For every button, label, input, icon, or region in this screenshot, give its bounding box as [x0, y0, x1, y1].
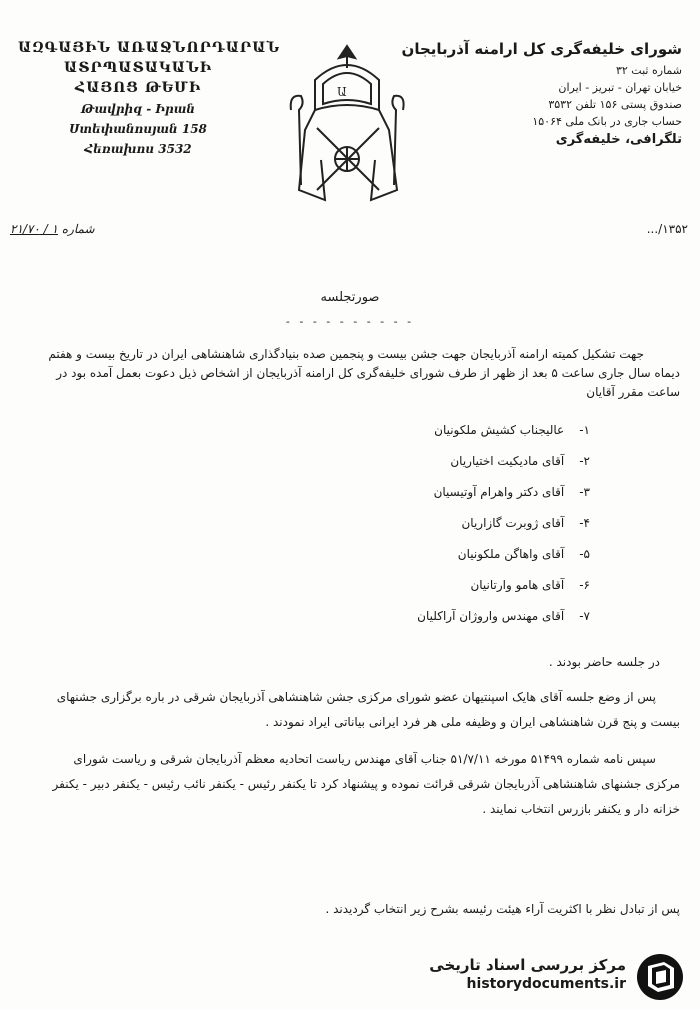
list-item: ۴- آقای ژوبرت گازاریان [461, 516, 590, 530]
church-emblem-icon [285, 40, 410, 205]
body-intro [40, 345, 680, 402]
attendee-name: آقای واهاگن ملکونیان [457, 547, 565, 561]
watermark-persian: مرکز بررسی اسناد تاریخی [429, 956, 626, 974]
reference-number [10, 222, 95, 236]
persian-header-pobox: صندوق پستی ۱۵۶ تلفن ۳۵۳۲ [548, 98, 682, 111]
letter-paragraph: سپس نامه شماره ۵۱۴۹۹ مورخه ۵۱/۷/۱۱ جناب آقای مهندس ریاست اتحادیه معظم آذربایجان شرقی و ریاست شورای مرکزی جشنهای شاهنشاهی آذربایجان شرقی قرائت نموده و پیشنهاد کرد تا یکنفر رئیس - یکنفر نائب رئیس - یکنفر دبیر - یکنفر خزانه دار و یکنفر بازرس انتخاب نمایند . [52, 752, 680, 816]
body-main [40, 685, 680, 834]
list-item: ۱- عالیجناب کشیش ملکونیان [434, 423, 590, 437]
speech-paragraph: پس از وضع جلسه آقای هایک اسپنتیهان عضو شورای مرکزی جشن شاهنشاهی آذربایجان شرقی در باره برگزاری جشنهای بیست و پنج قرن شاهنشاهی ایران و وظیفه ملی هر فرد ایرانی بیاناتی ایراد نمودند . [56, 690, 680, 729]
attendee-name: عالیجناب کشیش ملکونیان [434, 423, 565, 437]
watermark [396, 952, 686, 1002]
armenian-header-line2: ԱՏՐՊԱՏԱԿԱՆԻ [64, 60, 212, 76]
election-paragraph: پس از تبادل نظر با اکثریت آراء هیئت رئیسه بشرح زیر انتخاب گردیدند . [325, 902, 680, 916]
list-item: ۳- آقای دکتر واهرام آوتیسیان [433, 485, 590, 499]
attendee-name: آقای ژوبرت گازاریان [461, 516, 565, 530]
persian-header-bank: حساب جاری در بانک ملی ۱۵۰۶۴ [532, 115, 682, 128]
subject-heading [0, 290, 700, 328]
date-text: ۱۳۵۲/... [646, 222, 688, 236]
list-item: ۷- آقای مهندس واروژان آراکلیان [417, 609, 590, 623]
archive-logo-icon [634, 952, 686, 1002]
attendee-name: آقای دکتر واهرام آوتیسیان [433, 485, 565, 499]
armenian-letterhead [18, 40, 281, 156]
armenian-header-line1: ԱԶԳԱՅԻՆ ԱՌԱՋՆՈՐԴԱՐԱՆ [18, 40, 281, 56]
attendee-name: آقای مهندس واروژان آراکلیان [417, 609, 565, 623]
list-item: ۵- آقای واهاگن ملکونیان [457, 547, 590, 561]
present-line: در جلسه حاضر بودند . [548, 655, 660, 669]
reference-value: ۱ / ۲۱/۷۰ [10, 222, 58, 236]
persian-letterhead [401, 40, 682, 147]
armenian-header-phone: Հեռախոս 3532 [84, 142, 192, 156]
subject-title: صورتجلسه [320, 290, 380, 305]
subject-underline: - - - - - - - - - - [285, 315, 415, 328]
document-date [647, 222, 688, 236]
reference-label: شماره [61, 222, 95, 236]
armenian-header-line3: ՀԱՅՈՑ ԹԵՄԻ [74, 80, 202, 96]
persian-header-title: شورای خلیفه‌گری کل ارامنه آذربایجان [401, 40, 682, 58]
svg-text:Ա: Ա [337, 85, 347, 99]
watermark-url: historydocuments.ir [466, 976, 626, 992]
intro-paragraph: جهت تشکیل کمیته ارامنه آذربایجان جهت جشن بیست و پنجمین صده بنیادگذاری شاهنشاهی ایران در تاریخ بیست و هفتم دیماه سال جاری ساعت ۵ بعد از ظهر از طرف شورای خلیفه‌گری کل ارامنه آذربایجان از اشخاص ذیل دعوت بعمل آمده بود در ساعت مقرر آقایان [48, 347, 680, 399]
persian-header-registration: شماره ثبت ۳۲ [615, 64, 682, 77]
attendee-name: آقای مادیکیت اختیاریان [450, 454, 565, 468]
armenian-header-city: Թավրիզ - Իրան [80, 102, 196, 116]
attendee-name: آقای هامو وارتانیان [470, 578, 565, 592]
list-item: ۶- آقای هامو وارتانیان [470, 578, 590, 592]
persian-header-telegraph: تلگرافی، خلیفه‌گری [555, 132, 682, 147]
list-item: ۲- آقای مادیکیت اختیاریان [450, 454, 590, 468]
attendee-list [230, 415, 590, 632]
armenian-header-street: Ստեփանոսյան 158 [69, 122, 207, 136]
persian-header-address: خیابان تهران - تبریز - ایران [558, 81, 682, 94]
